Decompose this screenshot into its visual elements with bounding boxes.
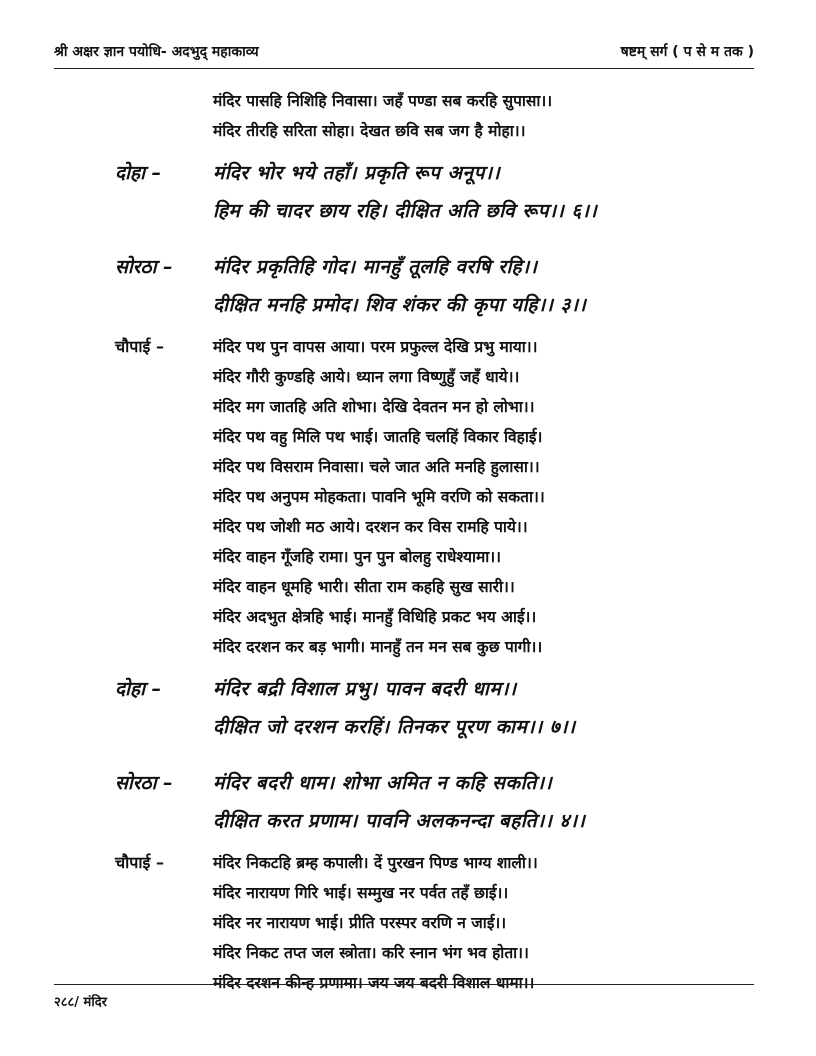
verse-line: मंदिर पथ जोशी मठ आये। दरशन कर विस रामहि पाये।। [213,518,528,536]
page-number-footer: २८८/ मंदिर [54,995,107,1010]
verse-line: मंदिर प्रकृतिहि गोद। मानहुँ तूलहि वरषि रहि।। [213,256,538,278]
verse-line: मंदिर बद्री विशाल प्रभु। पावन बदरी धाम।। [213,678,517,700]
page-header [54,38,754,69]
verse-line: दीक्षित मनहि प्रमोद। शिव शंकर की कृपा यहि।। ३।। [213,294,587,316]
verse-block-sortha [0,248,816,324]
verse-line: हिम की चादर छाय रहि। दीक्षित अति छवि रूप।। ६।। [213,200,598,222]
verse-line: मंदिर पथ पुन वापस आया। परम प्रफुल्ल देखि प्रभु माया।। [213,338,538,356]
verse-line: मंदिर नारायण गिरि भाई। सम्मुख नर पर्वत तहँ छाई।। [213,884,509,902]
verse-block-doha [0,154,816,230]
verse-type-label: चौपाई – [115,853,164,872]
verse-line: मंदिर नर नारायण भाई। प्रीति परस्पर वरणि न जाई।। [213,914,507,932]
verse-line: मंदिर दरशन कर बड़ भागी। मानहुँ तन मन सब कुछ पागी।। [213,638,543,656]
verse-line: मंदिर अदभुत क्षेत्रहि भाई। मानहुँ विधिहि प्रकट भय आई।। [213,608,537,626]
verse-line: मंदिर भोर भये तहाँ। प्रकृति रूप अनूप।। [213,162,501,184]
verse-line: दीक्षित करत प्रणाम। पावनि अलकनन्दा बहति।। ४।। [213,810,586,832]
verse-type-label: दोहा – [115,678,162,700]
verse-line: मंदिर निकट तप्त जल स्त्रोता। करि स्नान भंग भव होता।। [213,944,529,962]
verse-type-label: दोहा – [115,162,162,184]
verse-type-label: चौपाई – [115,337,164,356]
verse-line: मंदिर निकटहि ब्रम्ह कपाली। दें पुरखन पिण्ड भाग्य शाली।। [213,854,538,872]
verse-line: मंदिर वाहन धूमहि भारी। सीता राम कहहि सुख सारी।। [213,578,515,596]
verse-line: मंदिर दरशन कीन्ह प्रणामा। जय जय बदरी विशाल धामा।। [213,974,535,992]
verse-line: मंदिर पथ अनुपम मोहकता। पावनि भूमि वरणि को सकता।। [213,488,545,506]
book-title: श्री अक्षर ज्ञान पयोधि- अदभुद् महाकाव्य [54,44,259,60]
footer-divider [54,984,754,985]
verse-line: मंदिर पथ वहु मिलि पथ भाई। जातहि चलहिं विकार विहाई। [213,428,543,446]
verse-line: मंदिर बदरी धाम। शोभा अमित न कहि सकति।। [213,772,553,794]
verse-type-label: सोरठा – [115,256,173,278]
poem-body [0,86,816,998]
verse-type-label: सोरठा – [115,772,173,794]
verse-line: मंदिर पासहि निशिहि निवासा। जहँ पण्डा सब करहि सुपासा।। [213,92,553,110]
verse-line: मंदिर वाहन गूँजहि रामा। पुन पुन बोलहु राधेश्यामा।। [213,548,502,566]
verse-line: दीक्षित जो दरशन करहिं। तिनकर पूरण काम।। ७।। [213,716,576,738]
chapter-title: षष्टम् सर्ग ( प से म तक ) [620,44,754,60]
verse-line: मंदिर गौरी कुण्डहि आये। ध्यान लगा विष्णुहुँ जहँ धाये।। [213,368,520,386]
verse-block-chaupai-continued [0,86,816,146]
verse-block-doha [0,670,816,746]
verse-block-chaupai [0,332,816,662]
verse-line: मंदिर पथ विसराम निवासा। चले जात अति मनहि हुलासा।। [213,458,540,476]
verse-block-chaupai [0,848,816,998]
verse-line: मंदिर मग जातहि अति शोभा। देखि देवतन मन हो लोभा।। [213,398,535,416]
verse-block-sortha [0,764,816,840]
verse-line: मंदिर तीरहि सरिता सोहा। देखत छवि सब जग है मोहा।। [213,122,526,140]
